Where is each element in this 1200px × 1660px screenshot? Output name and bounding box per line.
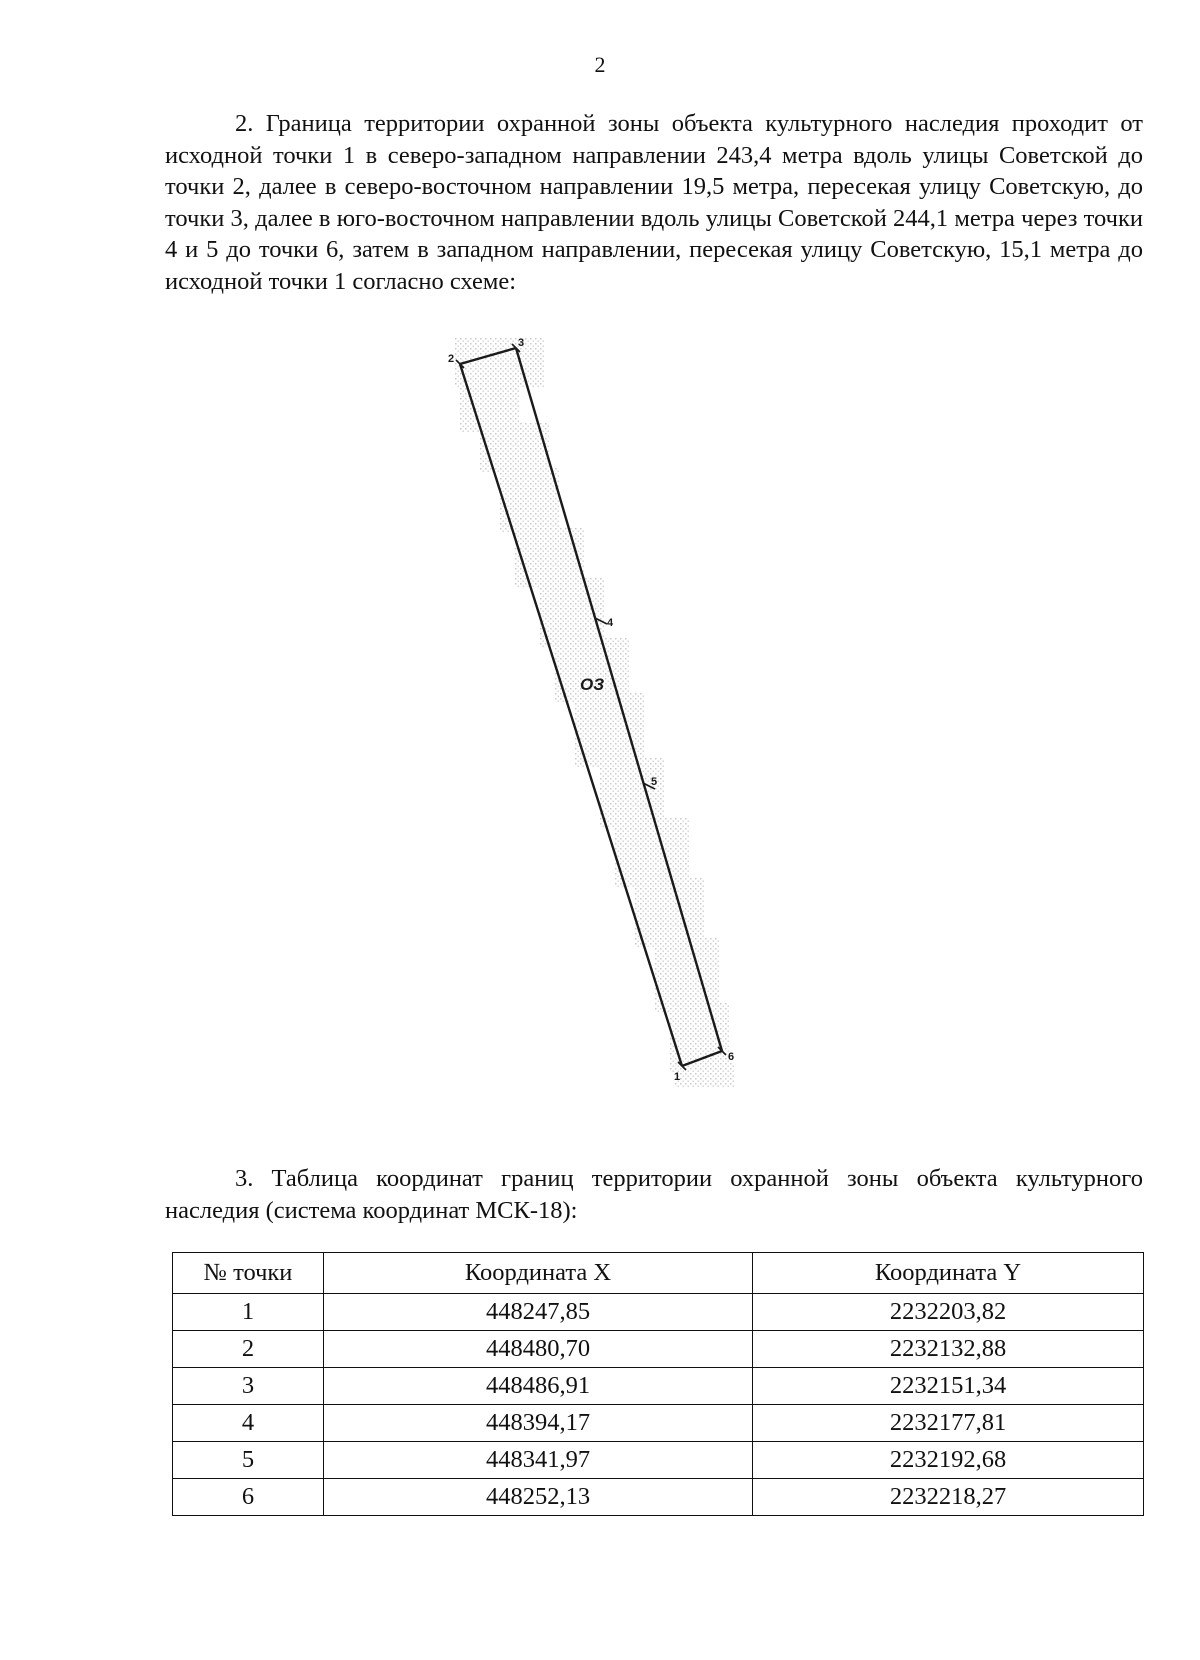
coordinate-x-cell: 448480,70 bbox=[324, 1331, 753, 1368]
header-coordinate-y: Координата Y bbox=[753, 1253, 1144, 1294]
coordinate-x-cell: 448252,13 bbox=[324, 1479, 753, 1516]
table-row bbox=[173, 1294, 1144, 1331]
point-label-3: 3 bbox=[518, 337, 525, 349]
coordinate-y-cell: 2232151,34 bbox=[753, 1368, 1144, 1405]
boundary-segment-1-2 bbox=[460, 364, 682, 1066]
header-point-number: № точки bbox=[173, 1253, 324, 1294]
coordinate-x-cell: 448486,91 bbox=[324, 1368, 753, 1405]
table-row bbox=[173, 1442, 1144, 1479]
zone-boundary-scheme bbox=[448, 337, 800, 1148]
coordinate-y-cell: 2232177,81 bbox=[753, 1405, 1144, 1442]
boundary-segment-3-6 bbox=[516, 348, 722, 1051]
coordinate-x-cell: 448341,97 bbox=[324, 1442, 753, 1479]
coordinate-y-cell: 2232203,82 bbox=[753, 1294, 1144, 1331]
page-number: 2 bbox=[594, 52, 606, 77]
point-label-5: 5 bbox=[651, 776, 658, 788]
coordinate-x-cell: 448394,17 bbox=[324, 1405, 753, 1442]
table-header-row bbox=[173, 1253, 1144, 1294]
coordinate-y-cell: 2232132,88 bbox=[753, 1331, 1144, 1368]
section-3-paragraph: 3. Таблица координат границ территории охранной зоны объекта культурного наследия (система координат МСК-18): bbox=[165, 1165, 1143, 1224]
point-number-cell: 5 bbox=[173, 1442, 324, 1479]
point-number-cell: 2 bbox=[173, 1331, 324, 1368]
point-label-1: 1 bbox=[674, 1071, 681, 1083]
table-row bbox=[173, 1479, 1144, 1516]
coordinate-x-cell: 448247,85 bbox=[324, 1294, 753, 1331]
coordinates-table bbox=[172, 1252, 1144, 1516]
table-row bbox=[173, 1405, 1144, 1442]
point-label-4: 4 bbox=[607, 617, 614, 629]
point-number-cell: 4 bbox=[173, 1405, 324, 1442]
table-row bbox=[173, 1331, 1144, 1368]
point-number-cell: 1 bbox=[173, 1294, 324, 1331]
section-2-paragraph: 2. Граница территории охранной зоны объекта культурного наследия проходит от исходной точки 1 в северо-западном направлении 243,4 метра вдоль улицы Советской до точки 2, далее в северо-восточном направлении 19,5 метра, пересекая улицу Советскую, до точки 3, далее в юго-восточном направлении вдоль улицы Советской 244,1 метра через точки 4 и 5 до точки 6, затем в западном направлении, пересекая улицу Советскую, 15,1 метра до исходной точки 1 согласно схеме: bbox=[165, 110, 1143, 295]
street-shading bbox=[455, 338, 735, 1088]
point-number-cell: 3 bbox=[173, 1368, 324, 1405]
point-label-6: 6 bbox=[728, 1051, 735, 1063]
coordinate-y-cell: 2232192,68 bbox=[753, 1442, 1144, 1479]
zone-label: ОЗ bbox=[580, 675, 605, 694]
point-label-2: 2 bbox=[448, 353, 455, 365]
table-row bbox=[173, 1368, 1144, 1405]
coordinate-y-cell: 2232218,27 bbox=[753, 1479, 1144, 1516]
header-coordinate-x: Координата X bbox=[324, 1253, 753, 1294]
point-number-cell: 6 bbox=[173, 1479, 324, 1516]
